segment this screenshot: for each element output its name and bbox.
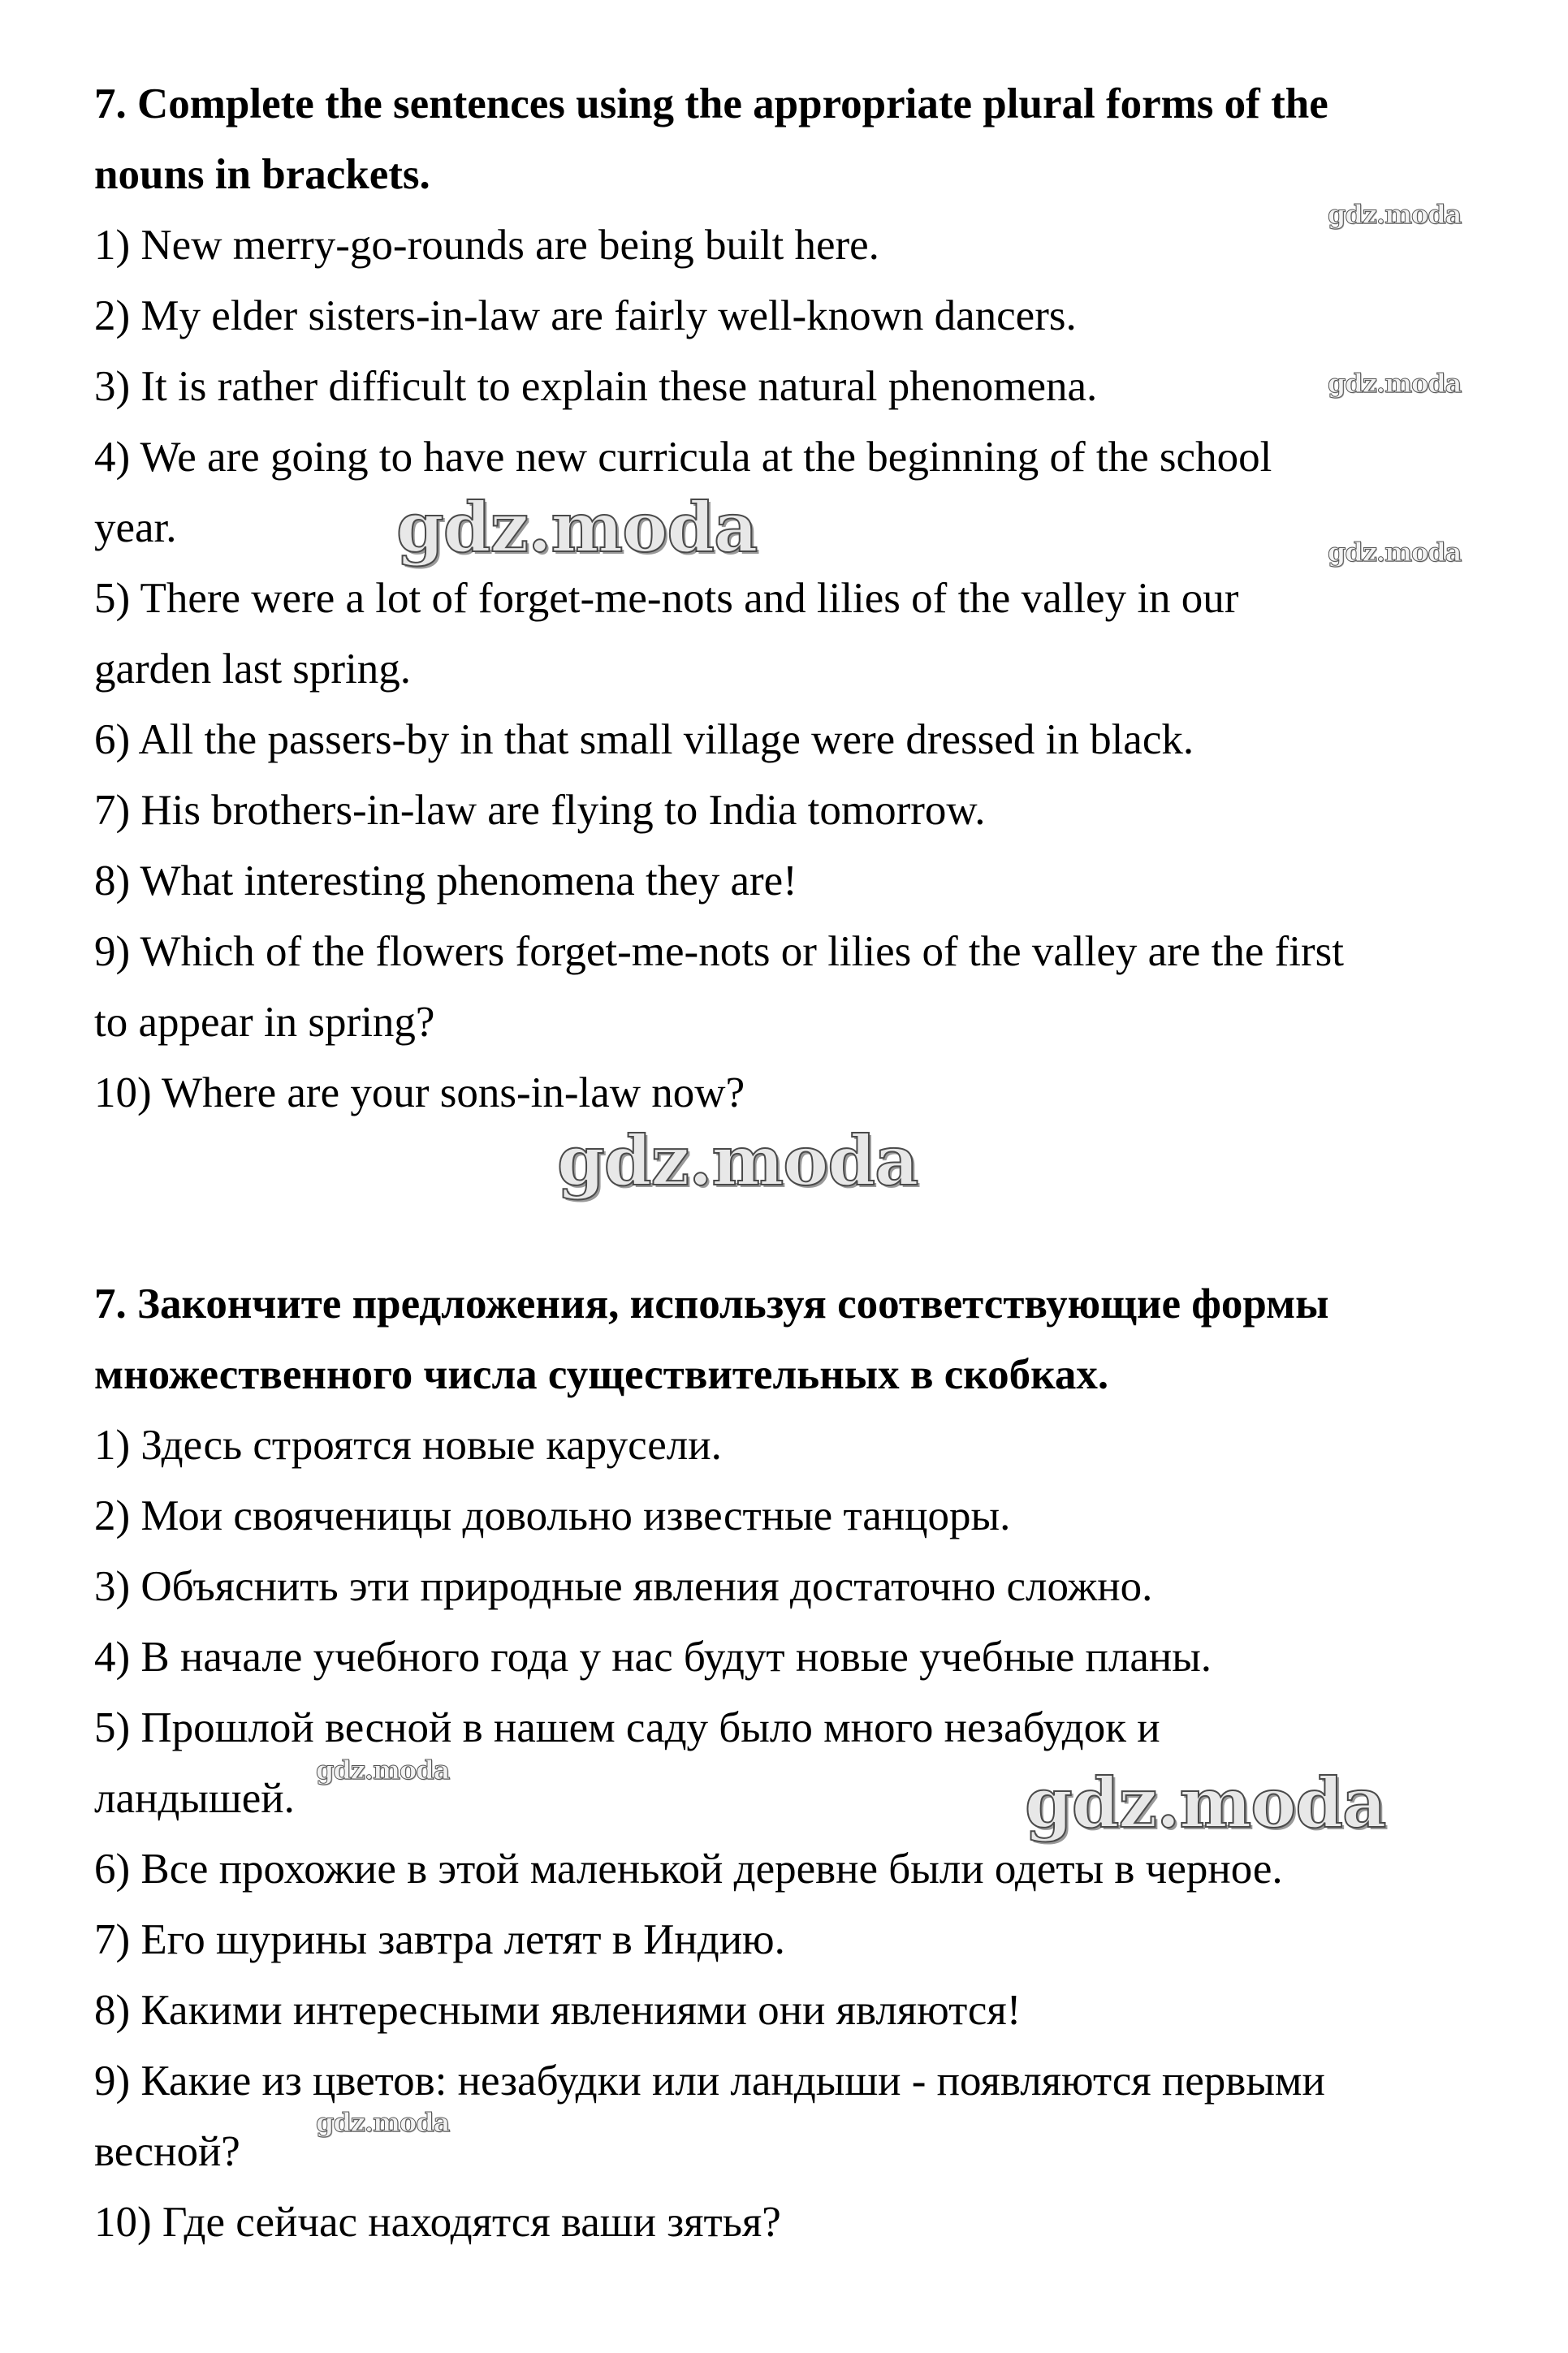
english-sentence-4-cont: year. bbox=[94, 504, 177, 551]
russian-sentence-7: 7) Его шурины завтра летят в Индию. bbox=[94, 1916, 785, 1963]
watermark-large: gdz.moda bbox=[557, 1120, 918, 1201]
russian-sentence-5: 5) Прошлой весной в нашем саду было много незабудок и bbox=[94, 1704, 1160, 1751]
russian-sentence-9: 9) Какие из цветов: незабудки или ландыши - появляются первыми bbox=[94, 2057, 1325, 2105]
english-sentence-6: 6) All the passers-by in that small village were dressed in black. bbox=[94, 716, 1194, 763]
english-sentence-4: 4) We are going to have new curricula at the beginning of the school bbox=[94, 434, 1272, 481]
english-heading-line-2: nouns in brackets. bbox=[94, 151, 430, 198]
russian-sentence-8: 8) Какими интересными явлениями они являются! bbox=[94, 1987, 1022, 2034]
english-sentence-2: 2) My elder sisters-in-law are fairly well-known dancers. bbox=[94, 292, 1077, 339]
english-sentence-9: 9) Which of the flowers forget-me-nots or lilies of the valley are the first bbox=[94, 928, 1344, 975]
watermark-small: gdz.moda bbox=[316, 1755, 450, 1785]
russian-sentence-9-cont: весной? bbox=[94, 2128, 240, 2175]
watermark-small: gdz.moda bbox=[316, 2107, 450, 2138]
english-sentence-5-cont: garden last spring. bbox=[94, 645, 412, 693]
russian-heading-line-2: множественного числа существительных в скобках. bbox=[94, 1351, 1109, 1398]
watermark-small: gdz.moda bbox=[1328, 537, 1462, 568]
english-sentence-10: 10) Where are your sons-in-law now? bbox=[94, 1069, 745, 1116]
russian-sentence-10: 10) Где сейчас находятся ваши зятья? bbox=[94, 2199, 781, 2246]
russian-sentence-6: 6) Все прохожие в этой маленькой деревне были одеты в черное. bbox=[94, 1846, 1283, 1893]
watermark-large: gdz.moda bbox=[396, 487, 758, 568]
russian-sentence-2: 2) Мои свояченицы довольно известные танцоры. bbox=[94, 1492, 1011, 1539]
watermark-small: gdz.moda bbox=[1328, 368, 1462, 399]
english-sentence-1: 1) New merry-go-rounds are being built here. bbox=[94, 222, 879, 269]
english-sentence-9-cont: to appear in spring? bbox=[94, 999, 435, 1046]
english-sentence-8: 8) What interesting phenomena they are! bbox=[94, 857, 797, 905]
russian-sentence-1: 1) Здесь строятся новые карусели. bbox=[94, 1422, 722, 1469]
russian-sentence-4: 4) В начале учебного года у нас будут новые учебные планы. bbox=[94, 1634, 1212, 1681]
english-sentence-5: 5) There were a lot of forget-me-nots and lilies of the valley in our bbox=[94, 575, 1239, 622]
russian-sentence-5-cont: ландышей. bbox=[94, 1775, 295, 1822]
watermark-large: gdz.moda bbox=[1025, 1763, 1386, 1843]
russian-heading-line-1: 7. Закончите предложения, используя соответствующие формы bbox=[94, 1280, 1329, 1328]
english-sentence-7: 7) His brothers-in-law are flying to India tomorrow. bbox=[94, 787, 986, 834]
english-sentence-3: 3) It is rather difficult to explain these natural phenomena. bbox=[94, 363, 1098, 410]
watermark-small: gdz.moda bbox=[1328, 199, 1462, 230]
russian-sentence-3: 3) Объяснить эти природные явления достаточно сложно. bbox=[94, 1563, 1153, 1610]
english-heading-line-1: 7. Complete the sentences using the appropriate plural forms of the bbox=[94, 80, 1328, 127]
